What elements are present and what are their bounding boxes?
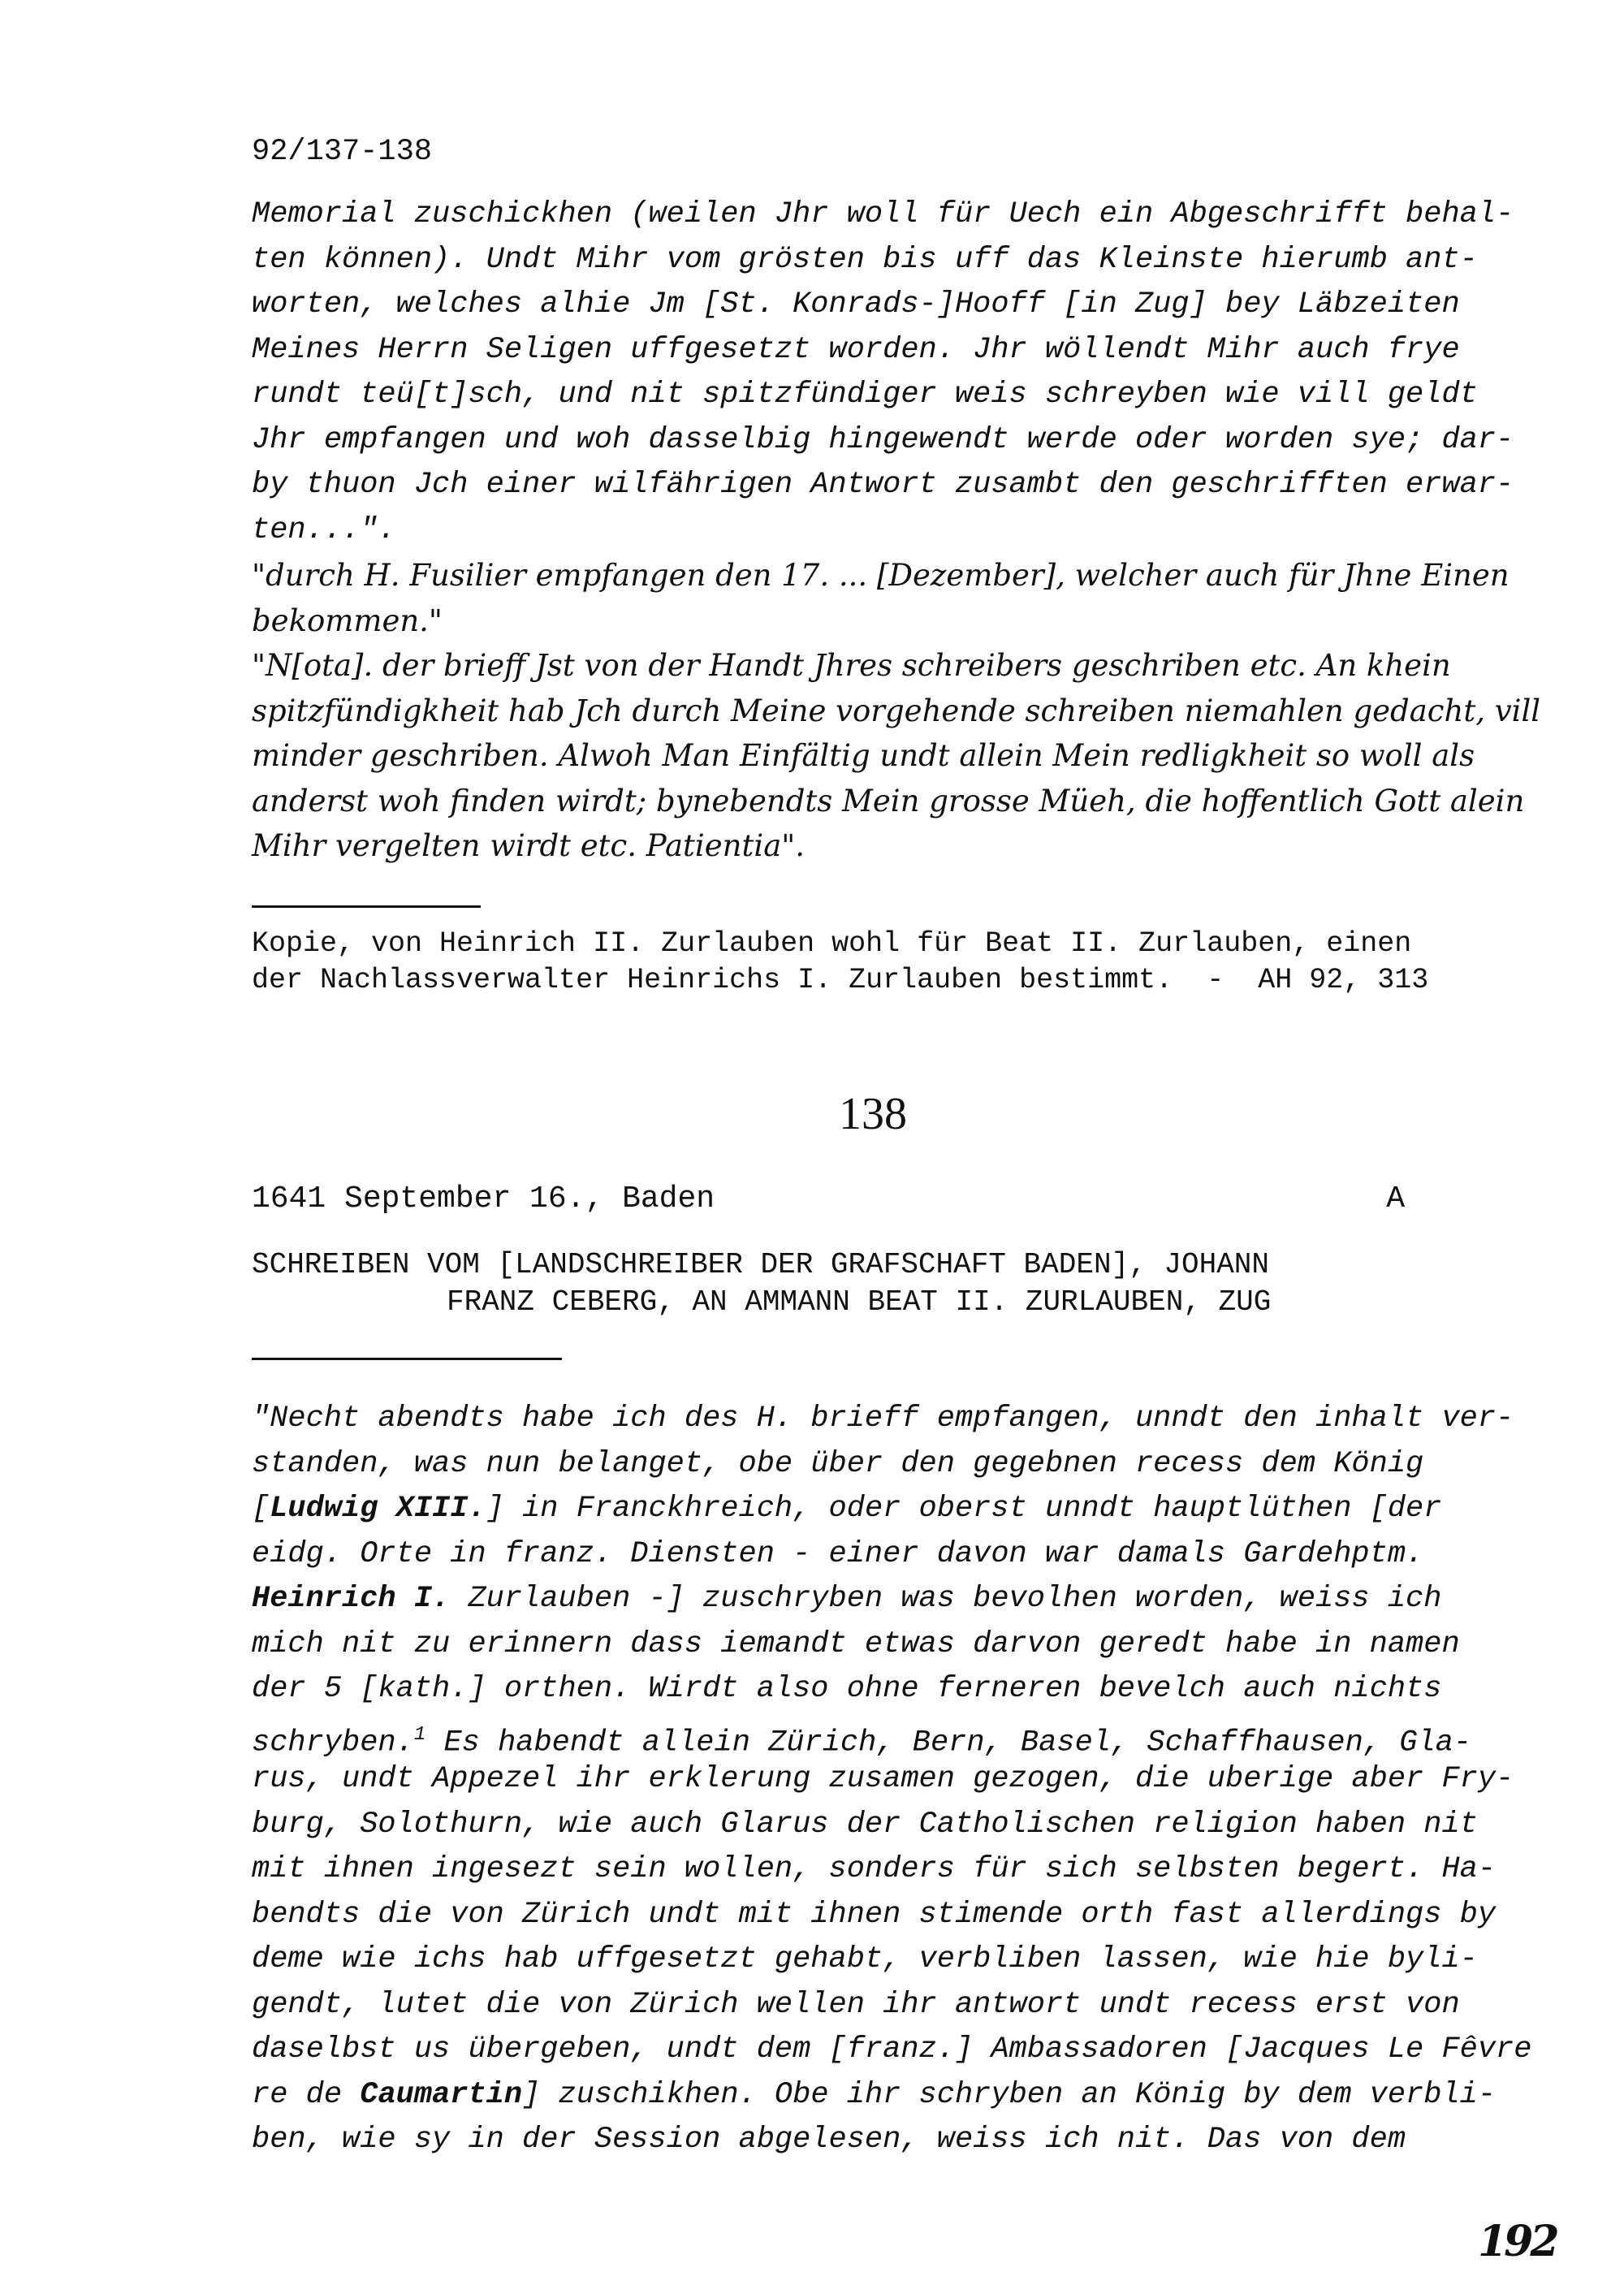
text-line bbox=[252, 1577, 1527, 1622]
title-line: SCHREIBEN VOM [LANDSCHREIBER DER GRAFSCHAFT BADEN], JOHANN bbox=[252, 1248, 1270, 1281]
text-fragment: schryben. bbox=[252, 1725, 414, 1760]
page-number-stamp: 192 bbox=[1478, 2217, 1557, 2266]
document-title bbox=[252, 1246, 1271, 1321]
date-place: 1641 September 16., Baden bbox=[252, 1181, 715, 1216]
continued-letter-text bbox=[252, 192, 1527, 553]
divider bbox=[252, 1358, 562, 1360]
letter-code: A bbox=[1386, 1181, 1405, 1216]
text-line: mich nit zu erinnern dass iemandt etwas darvon geredt habe in namen bbox=[252, 1626, 1460, 1661]
bold-name: Heinrich I. bbox=[252, 1582, 451, 1616]
divider bbox=[252, 905, 481, 908]
bold-name: Ludwig XIII. bbox=[270, 1492, 486, 1526]
text-line: spitzfündigkheit hab Jch durch Meine vorgehende schreiben niemahlen gedacht, vill bbox=[252, 693, 1541, 728]
text-line: deme wie ichs hab uffgesetzt gehabt, verbliben lassen, wie hie byli- bbox=[252, 1942, 1478, 1976]
text-line: daselbst us übergeben, undt dem [franz.] Ambassadoren [Jacques Le Fêvre bbox=[252, 2032, 1532, 2067]
text-line: Mihr vergelten wirdt etc. Patientia". bbox=[252, 828, 806, 863]
text-line: bekommen." bbox=[252, 603, 443, 638]
source-note bbox=[252, 926, 1551, 999]
text-line: Memorial zuschickhen (weilen Jhr woll für Uech ein Abgeschrifft behal- bbox=[252, 197, 1514, 231]
bold-name: Caumartin bbox=[360, 2077, 523, 2112]
text-line: ben, wie sy in der Session abgelesen, weiss ich nit. Das von dem bbox=[252, 2123, 1406, 2157]
text-line bbox=[252, 2073, 1527, 2119]
text-line: Meines Herrn Seligen uffgesetzt worden. Jhr wöllendt Mihr auch frye bbox=[252, 332, 1460, 367]
text-line: der Nachlassverwalter Heinrichs I. Zurlauben bestimmt. - AH 92, 313 bbox=[252, 964, 1429, 996]
text-line: Kopie, von Heinrich II. Zurlauben wohl für Beat II. Zurlauben, einen bbox=[252, 927, 1412, 960]
text-fragment: Es habendt allein Zürich, Bern, Basel, Schaffhausen, Gla- bbox=[425, 1725, 1472, 1760]
text-line: mit ihnen ingesezt sein wollen, sonders für sich selbsten begert. Ha- bbox=[252, 1852, 1497, 1886]
text-fragment: Zurlauben -] zuschryben was bevolhen worden, weiss ich bbox=[450, 1582, 1442, 1616]
text-line: "Necht abendts habe ich des H. brieff empfangen, unndt den inhalt ver- bbox=[252, 1402, 1514, 1436]
text-line: "N[ota]. der brieff Jst von der Handt Jhres schreibers geschriben etc. An khein bbox=[252, 648, 1451, 683]
text-line: der 5 [kath.] orthen. Wirdt also ohne ferneren bevelch auch nichts bbox=[252, 1672, 1442, 1706]
footnote-marker: 1 bbox=[413, 1723, 426, 1746]
text-fragment: ] zuschikhen. Obe ihr schryben an König by dem verbli- bbox=[522, 2077, 1497, 2112]
text-line: ten...". bbox=[252, 512, 396, 547]
text-fragment: [ bbox=[252, 1492, 270, 1526]
text-fragment: re de bbox=[252, 2077, 361, 2112]
text-line: "durch H. Fusilier empfangen den 17. ... [Dezember], welcher auch für Jhne Einen bbox=[252, 558, 1510, 593]
text-line: burg, Solothurn, wie auch Glarus der Catholischen religion haben nit bbox=[252, 1807, 1478, 1842]
document-number: 138 bbox=[839, 1089, 907, 1139]
text-line: ten können). Undt Mihr vom grösten bis uff das Kleinste hierumb ant- bbox=[252, 242, 1478, 277]
text-line bbox=[252, 1487, 1527, 1532]
text-line bbox=[252, 1713, 1527, 1758]
text-line: worten, welches alhie Jm [St. Konrads-]Hooff [in Zug] bey Läbzeiten bbox=[252, 287, 1460, 322]
text-line: minder geschriben. Alwoh Man Einfältig undt allein Mein redligkheit so woll als bbox=[252, 738, 1475, 773]
text-line: bendts die von Zürich undt mit ihnen stimende orth fast allerdings by bbox=[252, 1897, 1497, 1932]
text-line: Jhr empfangen und woh dasselbig hingewendt werde oder worden sye; dar- bbox=[252, 422, 1514, 457]
text-line: standen, was nun belanget, obe über den gegebnen recess dem König bbox=[252, 1446, 1424, 1481]
title-line: FRANZ CEBERG, AN AMMANN BEAT II. ZURLAUBEN, ZUG bbox=[447, 1285, 1272, 1319]
text-line: eidg. Orte in franz. Diensten - einer davon war damals Gardehptm. bbox=[252, 1536, 1424, 1571]
text-line: rundt teü[t]sch, und nit spitzfündiger weis schreyben wie vill geldt bbox=[252, 378, 1478, 412]
text-line: gendt, lutet die von Zürich wellen ihr antwort undt recess erst von bbox=[252, 1987, 1460, 2022]
date-place-line bbox=[252, 1181, 1405, 1216]
text-line: anderst woh finden wirdt; bynebendts Mein grosse Müeh, die hoffentlich Gott alein bbox=[252, 783, 1525, 819]
handwritten-note-transcription bbox=[252, 553, 1541, 869]
text-line: by thuon Jch einer wilfährigen Antwort zusambt den geschrifften erwar- bbox=[252, 468, 1514, 502]
text-line: rus, undt Appezel ihr erklerung zusamen gezogen, die uberige aber Fry- bbox=[252, 1762, 1514, 1796]
text-fragment: ] in Franckhreich, oder oberst unndt hauptlüthen [der bbox=[486, 1492, 1442, 1526]
page-reference: 92/137-138 bbox=[252, 135, 433, 169]
letter-body bbox=[252, 1397, 1532, 2163]
